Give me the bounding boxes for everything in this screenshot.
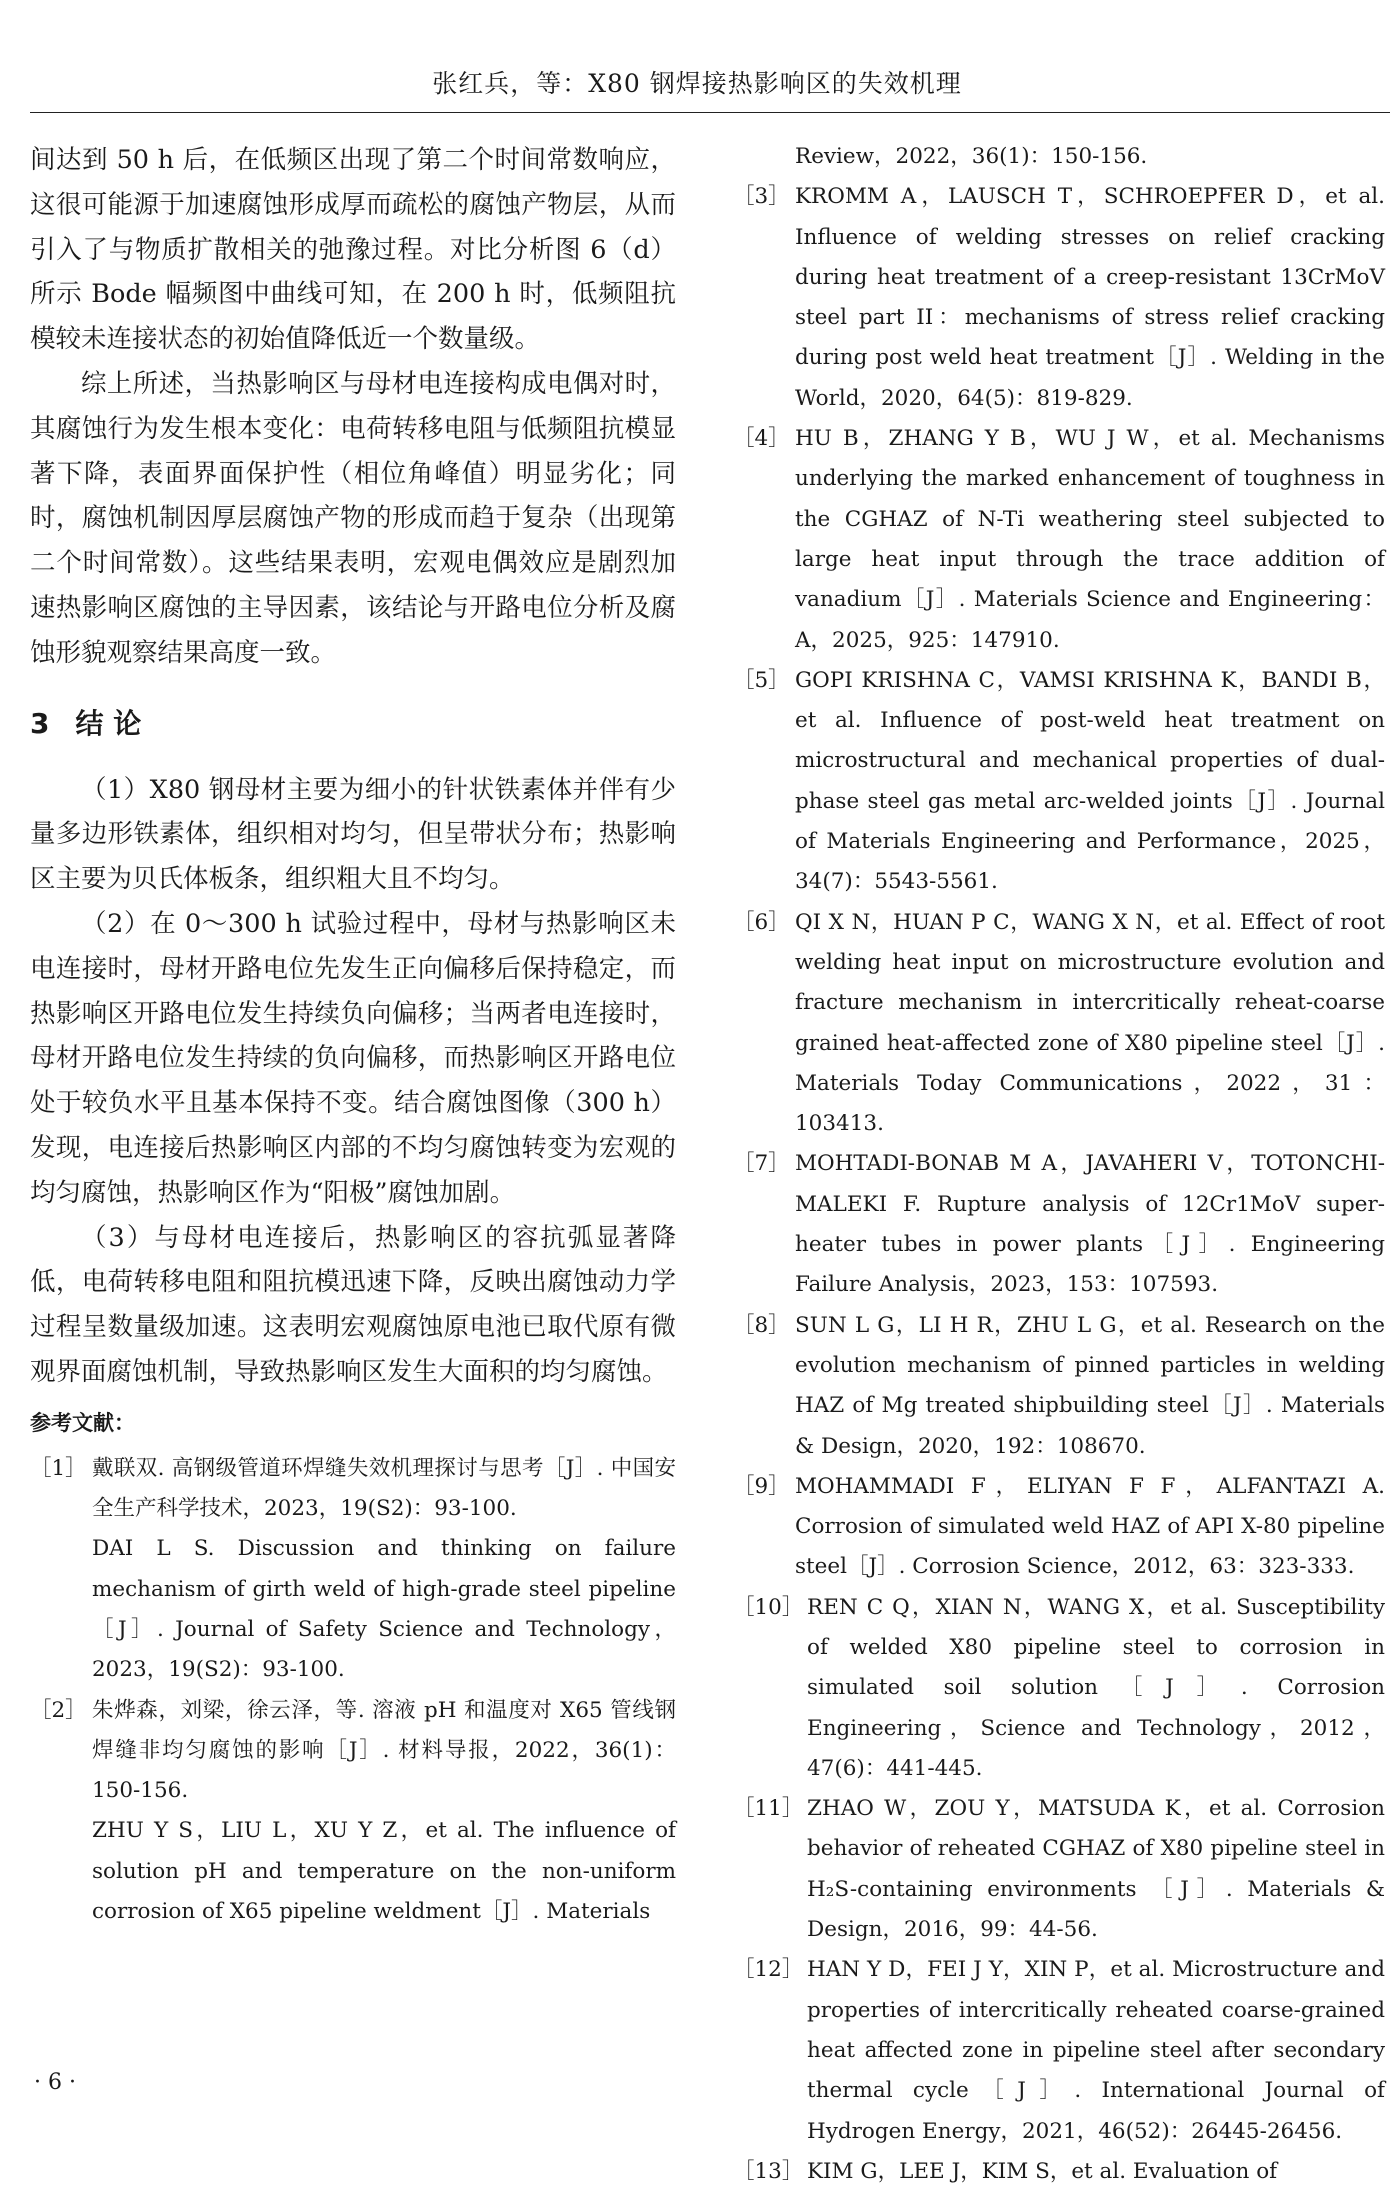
- reference-text: ZHAO W，ZOU Y，MATSUDA K，et al. Corrosion behavior of reheated CGHAZ of X80 pipeline steel in H₂S-containing environments ［J］. Materials & Design，2016，99：44-56.: [807, 1796, 1385, 1943]
- reference-text: KROMM A，LAUSCH T，SCHROEPFER D，et al. Influence of welding stresses on relief cracking during heat treatment of a creep-resistant 13CrMoV steel part II：mechanisms of stress relief cracking during post weld heat treatment［J］. Welding in the World，2020，64(5)：819-829.: [795, 184, 1385, 411]
- reference-text: 戴联双. 高钢级管道环焊缝失效机理探讨与思考［J］. 中国安全生产科学技术，2023，19(S2)：93-100.: [92, 1455, 676, 1522]
- reference-item: [30, 1449, 676, 1530]
- reference-number: ［13］: [733, 2158, 804, 2184]
- reference-text: REN C Q，XIAN N，WANG X，et al. Susceptibility of welded X80 pipeline steel to corrosion in simulated soil solution［J］. Corrosion Engineering，Science and Technology，2012，47(6)：441-445.: [807, 1594, 1385, 1781]
- reference-translation: ZHU Y S，LIU L，XU Y Z，et al. The influence of solution pH and temperature on the non-uniform corrosion of X65 pipeline weldment［J］. Materials: [92, 1818, 676, 1924]
- reference-text: SUN L G，LI H R，ZHU L G，et al. Research on the evolution mechanism of pinned particles in welding HAZ of Mg treated shipbuilding steel［J］. Materials & Design，2020，192：108670.: [795, 1312, 1385, 1459]
- reference-list-left: [30, 1449, 676, 1933]
- reference-item: [733, 903, 1385, 1145]
- reference-number: ［6］: [733, 909, 790, 935]
- reference-item: [733, 1144, 1385, 1305]
- reference-number: ［5］: [733, 667, 790, 693]
- reference-number: ［1］: [30, 1455, 87, 1481]
- section-number: 3: [30, 706, 50, 740]
- page-header: [0, 0, 1394, 100]
- reference-text: HU B，ZHANG Y B，WU J W，et al. Mechanisms underlying the marked enhancement of toughness in the CGHAZ of N-Ti weathering steel subjected to large heat input through the trace addition of vanadium［J］. Materials Science and Engineering：A，2025，925：147910.: [795, 426, 1385, 653]
- reference-item: [733, 419, 1385, 661]
- reference-number: ［4］: [733, 426, 790, 452]
- reference-number: ［12］: [733, 1957, 804, 1983]
- conclusion-item-3: （3）与母材电连接后，热影响区的容抗弧显著降低，电荷转移电阻和阻抗模迅速下降，反映出腐蚀动力学过程呈数量级加速。这表明宏观腐蚀原电池已取代原有微观界面腐蚀机制，导致热影响区发生大面积的均匀腐蚀。: [30, 1222, 676, 1387]
- conclusion-item-2: （2）在 0～300 h 试验过程中，母材与热影响区未电连接时，母材开路电位先发生正向偏移后保持稳定，而热影响区开路电位发生持续负向偏移；当两者电连接时，母材开路电位发生持续的负向偏移，而热影响区开路电位处于较负水平且基本保持不变。结合腐蚀图像（300 h）发现，电连接后热影响区内部的不均匀腐蚀转变为宏观的均匀腐蚀，热影响区作为“阳极”腐蚀加剧。: [30, 908, 676, 1208]
- section-heading-conclusions: [30, 702, 676, 746]
- reference-item: [733, 1306, 1385, 1467]
- reference-item: [733, 1789, 1385, 1950]
- reference-translation: DAI L S. Discussion and thinking on failure mechanism of girth weld of high-grade steel pipeline［J］. Journal of Safety Science and Technology，2023，19(S2)：93-100.: [92, 1536, 676, 1683]
- page-number: · 6 ·: [34, 2070, 76, 2095]
- reference-item: [733, 2152, 1385, 2192]
- reference-number: ［10］: [733, 1594, 804, 1620]
- reference-item: [733, 1950, 1385, 2151]
- reference-text: 朱烨森，刘梁，徐云泽，等. 溶液 pH 和温度对 X65 管线钢焊缝非均匀腐蚀的影响［J］. 材料导报，2022，36(1)：150-156.: [92, 1697, 676, 1804]
- reference-number: ［8］: [733, 1312, 790, 1338]
- reference-text: MOHAMMADI F，ELIYAN F F，ALFANTAZI A. Corrosion of simulated weld HAZ of API X-80 pipeline steel［J］. Corrosion Science，2012，63：323-333.: [795, 1473, 1385, 1580]
- reference-item: [733, 177, 1385, 419]
- reference-number: ［9］: [733, 1473, 790, 1499]
- references-heading: 参考文献：: [30, 1410, 135, 1435]
- reference-item: [30, 1691, 676, 1812]
- reference-text: QI X N，HUAN P C，WANG X N，et al. Effect of root welding heat input on microstructure evolution and fracture mechanism in intercritically reheat-coarse grained heat-affected zone of X80 pipeline steel［J］. Materials Today Communications，2022，31：103413.: [795, 909, 1385, 1137]
- reference-continuation: Review，2022，36(1)：150-156.: [795, 144, 1148, 169]
- reference-text: KIM G，LEE J，KIM S，et al. Evaluation of: [807, 2158, 1278, 2184]
- reference-number: ［11］: [733, 1796, 804, 1822]
- body-paragraph-continued: 间达到 50 h 后，在低频区出现了第二个时间常数响应，这很可能源于加速腐蚀形成厚而疏松的腐蚀产物层，从而引入了与物质扩散相关的弛豫过程。对比分析图 6（d）所示 Bode 幅频图中曲线可知，在 200 h 时，低频阻抗模较未连接状态的初始值降低近一个数量级。: [30, 145, 676, 355]
- section-title: 结 论: [75, 706, 142, 740]
- reference-item: [733, 661, 1385, 903]
- left-column: [30, 138, 676, 1932]
- reference-number: ［2］: [30, 1697, 87, 1723]
- reference-text: GOPI KRISHNA C，VAMSI KRISHNA K，BANDI B，et al. Influence of post-weld heat treatment on microstructural and mechanical properties of dual-phase steel gas metal arc-welded joints［J］. Journal of Materials Engineering and Performance，2025，34(7)：5543-5561.: [795, 667, 1385, 895]
- reference-item: [733, 1467, 1385, 1588]
- header-divider: [30, 112, 1390, 113]
- right-column: [733, 137, 1385, 2192]
- reference-text: MOHTADI-BONAB M A，JAVAHERI V，TOTONCHI-MALEKI F. Rupture analysis of 12Cr1MoV super-heater tubes in power plants［J］. Engineering Failure Analysis，2023，153：107593.: [795, 1151, 1385, 1298]
- running-header-title: 张红兵，等：X80 钢焊接热影响区的失效机理: [432, 69, 962, 98]
- reference-item: [733, 1588, 1385, 1789]
- reference-number: ［3］: [733, 184, 790, 210]
- body-paragraph-summary: 综上所述，当热影响区与母材电连接构成电偶对时，其腐蚀行为发生根本变化：电荷转移电阻与低频阻抗模显著下降，表面界面保护性（相位角峰值）明显劣化；同时，腐蚀机制因厚层腐蚀产物的形成而趋于复杂（出现第二个时间常数）。这些结果表明，宏观电偶效应是剧烈加速热影响区腐蚀的主导因素，该结论与开路电位分析及腐蚀形貌观察结果高度一致。: [30, 368, 676, 668]
- reference-text: HAN Y D，FEI J Y，XIN P，et al. Microstructure and properties of intercritically reheated coarse-grained heat affected zone in pipeline steel after secondary thermal cycle［J］. International Journal of Hydrogen Energy，2021，46(52)：26445-26456.: [807, 1957, 1385, 2144]
- conclusion-item-1: （1）X80 钢母材主要为细小的针状铁素体并伴有少量多边形铁素体，组织相对均匀，但呈带状分布；热影响区主要为贝氏体板条，组织粗大且不均匀。: [30, 774, 676, 895]
- reference-number: ［7］: [733, 1151, 790, 1177]
